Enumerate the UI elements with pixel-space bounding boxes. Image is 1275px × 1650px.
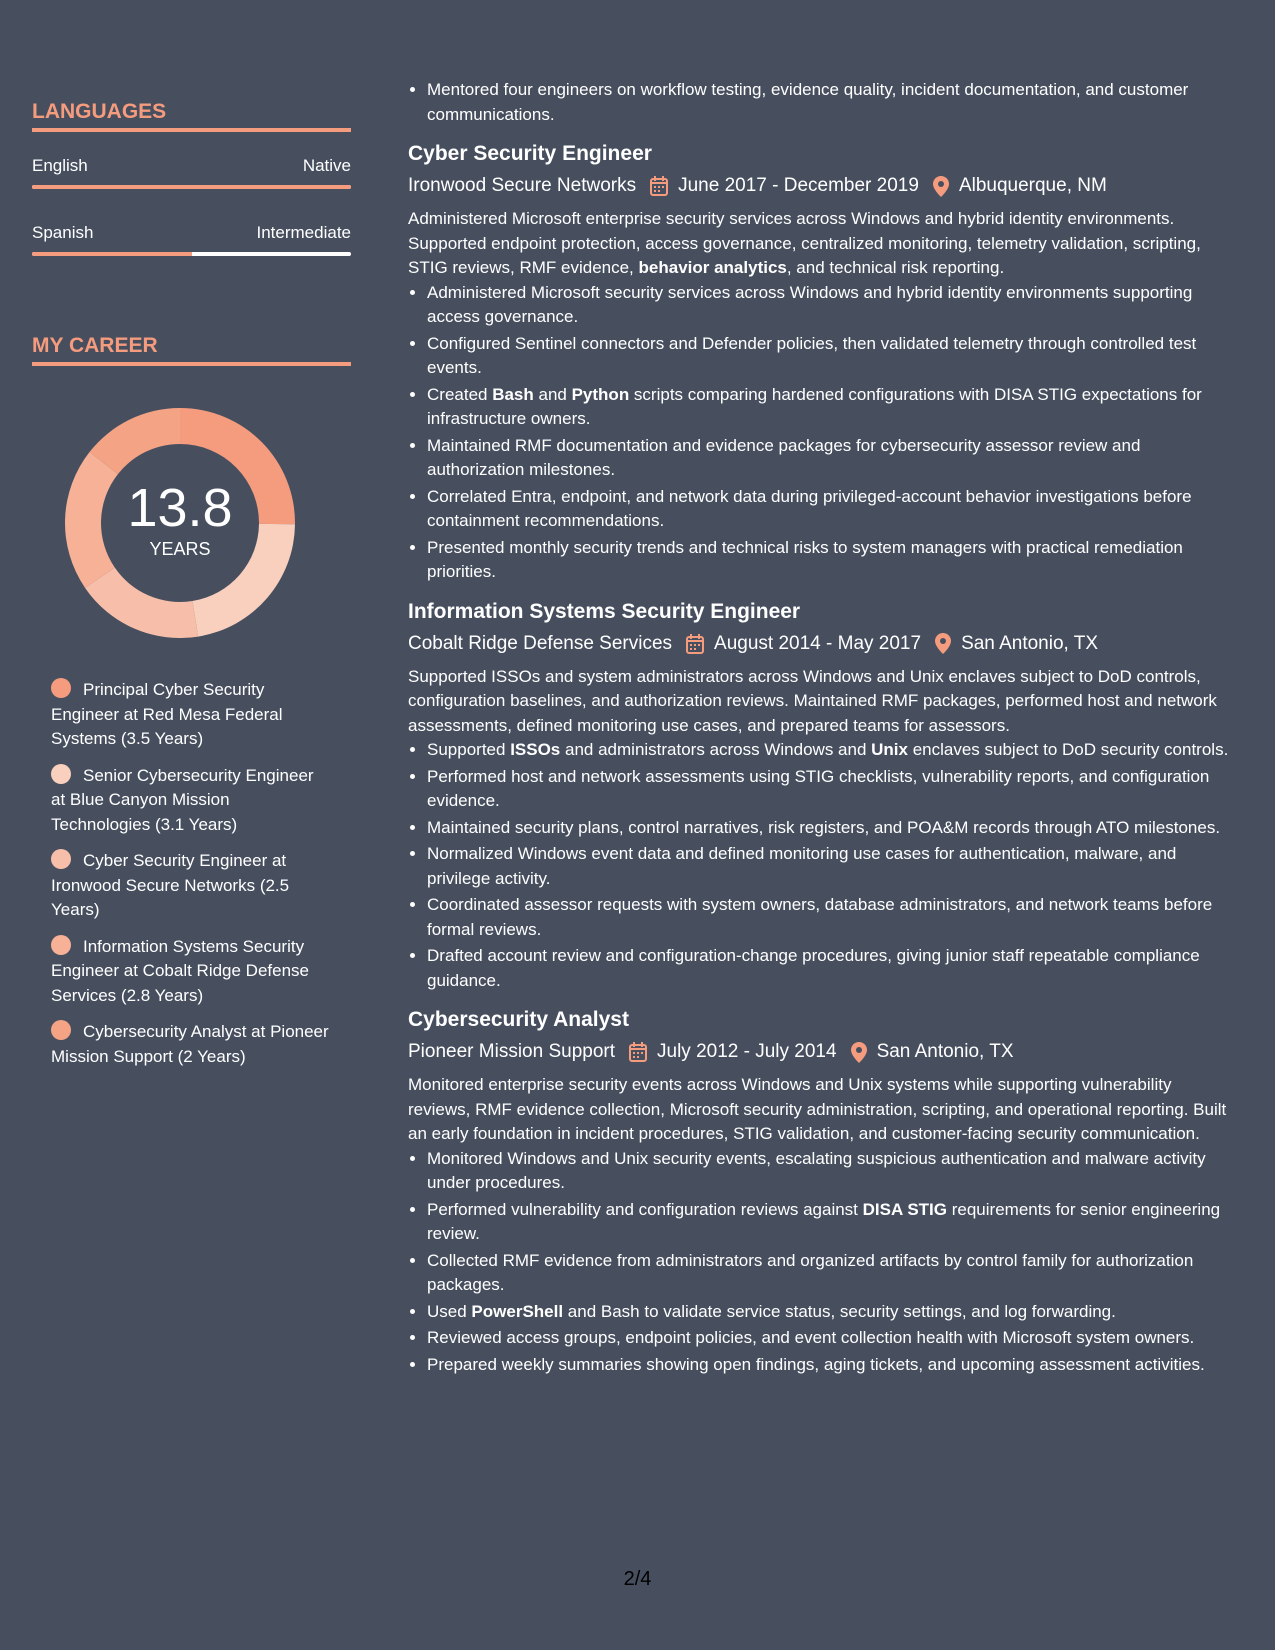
bullet-item: • Monitored Windows and Unix security events, escalating suspicious authentication and malware activity under procedures. xyxy=(427,1147,1232,1196)
career-total-years: 13.8 xyxy=(127,477,233,538)
language-level-fill xyxy=(32,185,351,189)
languages-section xyxy=(32,100,351,256)
bullet-item: • Coordinated assessor requests with system owners, database administrators, and network teams before formal reviews. xyxy=(427,893,1232,942)
job-dates: July 2012 - July 2014 xyxy=(657,1041,837,1062)
bullet-item: • Mentored four engineers on workflow testing, evidence quality, incident documentation, and customer communications. xyxy=(427,78,1232,127)
job-bullets xyxy=(408,281,1232,585)
bullet-item: • Configured Sentinel connectors and Defender policies, then validated telemetry through controlled test events. xyxy=(427,332,1232,381)
language-level-bar xyxy=(32,252,351,256)
bullet-item: • Supported ISSOs and administrators across Windows and Unix enclaves subject to DoD security controls. xyxy=(427,738,1232,763)
language-name: English xyxy=(32,156,88,175)
job-entry xyxy=(408,139,1232,585)
bullet-item: • Correlated Entra, endpoint, and network data during privileged-account behavior investigations before containment recommendations. xyxy=(427,485,1232,534)
experience-main xyxy=(408,78,1232,1379)
career-legend xyxy=(51,678,331,1069)
legend-item xyxy=(51,764,331,838)
career-section xyxy=(32,334,351,1069)
calendar-icon xyxy=(650,176,668,196)
job-title: Cybersecurity Analyst xyxy=(408,1008,629,1031)
bullet-item: • Maintained security plans, control narratives, risk registers, and POA&M records through ATO milestones. xyxy=(427,816,1232,841)
bullet-item: • Performed vulnerability and configuration reviews against DISA STIG requirements for senior engineering review. xyxy=(427,1198,1232,1247)
legend-label: Information Systems Security Engineer at Cobalt Ridge Defense Services (2.8 Years) xyxy=(51,936,309,1005)
job-bullets xyxy=(408,738,1232,993)
legend-label: Cybersecurity Analyst at Pioneer Mission Support (2 Years) xyxy=(51,1022,329,1066)
job-summary: Monitored enterprise security events across Windows and Unix systems while supporting vulnerability reviews, RMF evidence collection, Microsoft security administration, scripting, and operational reporting. Built an early foundation in incident procedures, STIG validation, and customer-facing security communication. xyxy=(408,1075,1227,1143)
bullet-item: • Prepared weekly summaries showing open findings, aging tickets, and upcoming assessment activities. xyxy=(427,1353,1232,1378)
bullet-item: • Reviewed access groups, endpoint policies, and event collection health with Microsoft system owners. xyxy=(427,1326,1232,1351)
calendar-icon xyxy=(686,634,704,654)
job-location: San Antonio, TX xyxy=(961,632,1099,654)
job-entry xyxy=(408,1005,1232,1377)
legend-label: Senior Cybersecurity Engineer at Blue Canyon Mission Technologies (3.1 Years) xyxy=(51,765,314,834)
languages-title: LANGUAGES xyxy=(32,100,351,132)
job-location: San Antonio, TX xyxy=(876,1041,1014,1062)
language-item xyxy=(32,223,351,256)
company-name: Ironwood Secure Networks xyxy=(408,175,637,196)
job-title: Cyber Security Engineer xyxy=(408,142,652,165)
legend-dot xyxy=(51,764,71,784)
language-level: Intermediate xyxy=(256,223,351,242)
bullet-item: • Created Bash and Python scripts comparing hardened configurations with DISA STIG expectations for infrastructure owners. xyxy=(427,383,1232,432)
job-summary: Administered Microsoft enterprise security services across Windows and hybrid identity environments. Supported endpoint protection, access governance, centralized monitoring, telemetry validation, scripting, STIG reviews, RMF evidence, behavior analytics, and technical risk reporting. xyxy=(408,209,1201,277)
language-item xyxy=(32,156,351,189)
job-bullets xyxy=(408,1147,1232,1378)
job-meta xyxy=(408,629,1232,659)
company-name: Pioneer Mission Support xyxy=(408,1041,615,1062)
legend-dot xyxy=(51,849,71,869)
job-meta xyxy=(408,1037,1232,1067)
legend-item xyxy=(51,849,331,923)
bullet-item: • Administered Microsoft security services across Windows and hybrid identity environments supporting access governance. xyxy=(427,281,1232,330)
job-dates: August 2014 - May 2017 xyxy=(714,632,922,654)
language-level: Native xyxy=(302,156,351,175)
bullet-item: • Presented monthly security trends and technical risks to system managers with practical remediation priorities. xyxy=(427,536,1232,585)
location-pin-icon xyxy=(851,1042,867,1063)
language-name: Spanish xyxy=(32,223,94,242)
bullet-item: • Used PowerShell and Bash to validate service status, security settings, and log forwarding. xyxy=(427,1300,1232,1325)
legend-dot xyxy=(51,1020,71,1040)
language-level-bar xyxy=(32,185,351,189)
previous-job-bullets xyxy=(408,78,1232,127)
bullet-item: • Drafted account review and configuration-change procedures, giving junior staff repeatable compliance guidance. xyxy=(427,944,1232,993)
location-pin-icon xyxy=(935,633,951,654)
legend-label: Principal Cyber Security Engineer at Red Mesa Federal Systems (3.5 Years) xyxy=(51,680,283,748)
job-entry xyxy=(408,597,1232,994)
legend-item xyxy=(51,678,331,752)
legend-dot xyxy=(51,678,71,698)
location-pin-icon xyxy=(933,176,949,197)
legend-label: Cyber Security Engineer at Ironwood Secure Networks (2.5 Years) xyxy=(51,851,290,919)
career-years-unit: YEARS xyxy=(149,538,211,559)
legend-item xyxy=(51,1020,331,1069)
bullet-item: • Normalized Windows event data and defined monitoring use cases for authentication, malware, and privilege activity. xyxy=(427,842,1232,891)
bullet-item: • Performed host and network assessments using STIG checklists, vulnerability reports, and configuration evidence. xyxy=(427,765,1232,814)
job-location: Albuquerque, NM xyxy=(958,175,1107,196)
job-meta xyxy=(408,171,1232,201)
bullet-item: • Collected RMF evidence from administrators and organized artifacts by control family for authorization packages. xyxy=(427,1249,1232,1298)
career-donut-chart xyxy=(65,408,295,638)
legend-dot xyxy=(51,935,71,955)
job-title: Information Systems Security Engineer xyxy=(408,599,801,623)
career-title: MY CAREER xyxy=(32,334,351,366)
sidebar xyxy=(32,100,351,1081)
page-number: 2/4 xyxy=(623,1568,652,1590)
job-dates: June 2017 - December 2019 xyxy=(678,175,919,196)
legend-item xyxy=(51,935,331,1009)
bullet-item: • Maintained RMF documentation and evidence packages for cybersecurity assessor review and authorization milestones. xyxy=(427,434,1232,483)
language-level-fill xyxy=(32,252,192,256)
job-summary: Supported ISSOs and system administrators across Windows and Unix enclaves subject to DoD controls, configuration baselines, and authorization reviews. Maintained RMF packages, performed host and network assessments, defined monitoring use cases, and prepared teams for assessors. xyxy=(408,666,1217,735)
calendar-icon xyxy=(629,1042,647,1062)
company-name: Cobalt Ridge Defense Services xyxy=(408,632,673,654)
